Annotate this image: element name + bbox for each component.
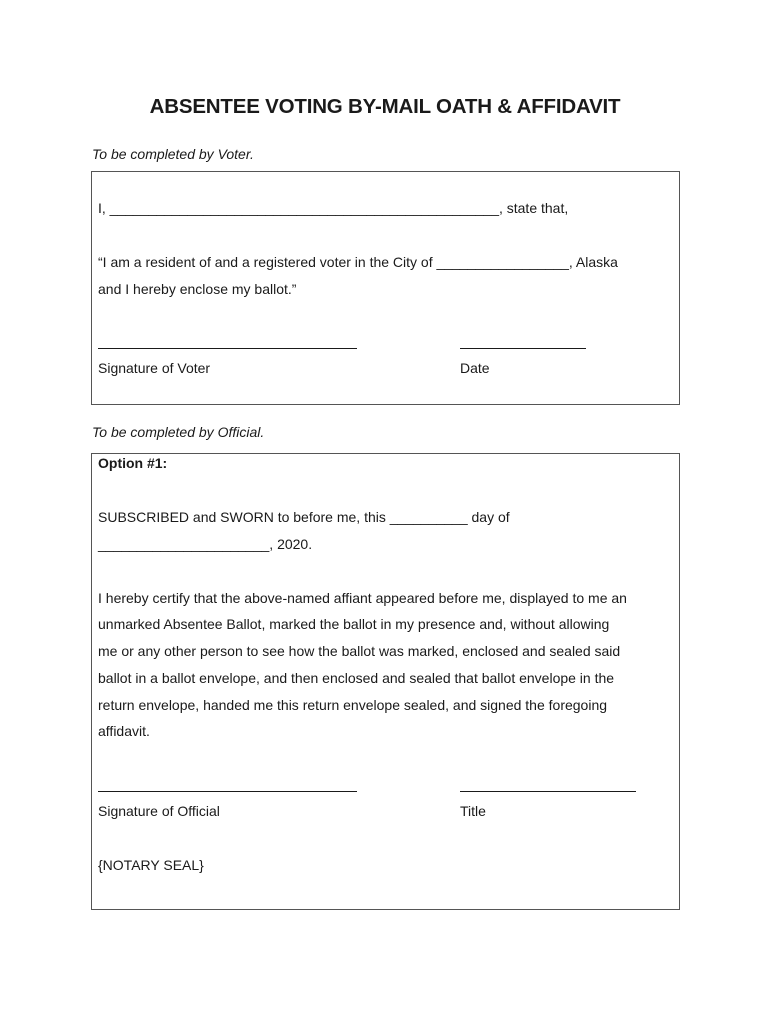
voter-section-note: To be completed by Voter. [92,146,254,162]
voter-signature-label: Signature of Voter [98,360,211,376]
sworn-line-2: ______________________, 2020. [98,536,313,552]
certify-line: return envelope, handed me this return envelope sealed, and signed the foregoing [98,697,608,713]
option-label: Option #1: [98,455,168,471]
certify-line: me or any other person to see how the ballot was marked, enclosed and sealed said [98,643,621,659]
official-signature-line [98,791,357,792]
voter-date-line [460,348,586,349]
certify-line: affidavit. [98,723,150,739]
voter-name-line: I, __________________________________________________, state that, [98,200,569,216]
official-title-label: Title [460,803,486,819]
certify-line: ballot in a ballot envelope, and then enclosed and sealed that ballot envelope in the [98,670,615,686]
official-title-line [460,791,636,792]
voter-enclose-line: and I hereby enclose my ballot.” [98,281,297,297]
notary-seal-label: {NOTARY SEAL} [98,857,204,873]
official-signature-label: Signature of Official [98,803,220,819]
voter-signature-line [98,348,357,349]
voter-residency-line: “I am a resident of and a registered voter in the City of _________________, Alaska [98,254,618,270]
document-title: ABSENTEE VOTING BY-MAIL OATH & AFFIDAVIT [149,95,621,118]
voter-date-label: Date [460,360,490,376]
official-section-note: To be completed by Official. [92,424,265,440]
certify-line: unmarked Absentee Ballot, marked the ballot in my presence and, without allowing [98,616,610,632]
sworn-line-1: SUBSCRIBED and SWORN to before me, this __________ day of [98,509,510,525]
certify-line: I hereby certify that the above-named affiant appeared before me, displayed to me an [98,590,627,606]
